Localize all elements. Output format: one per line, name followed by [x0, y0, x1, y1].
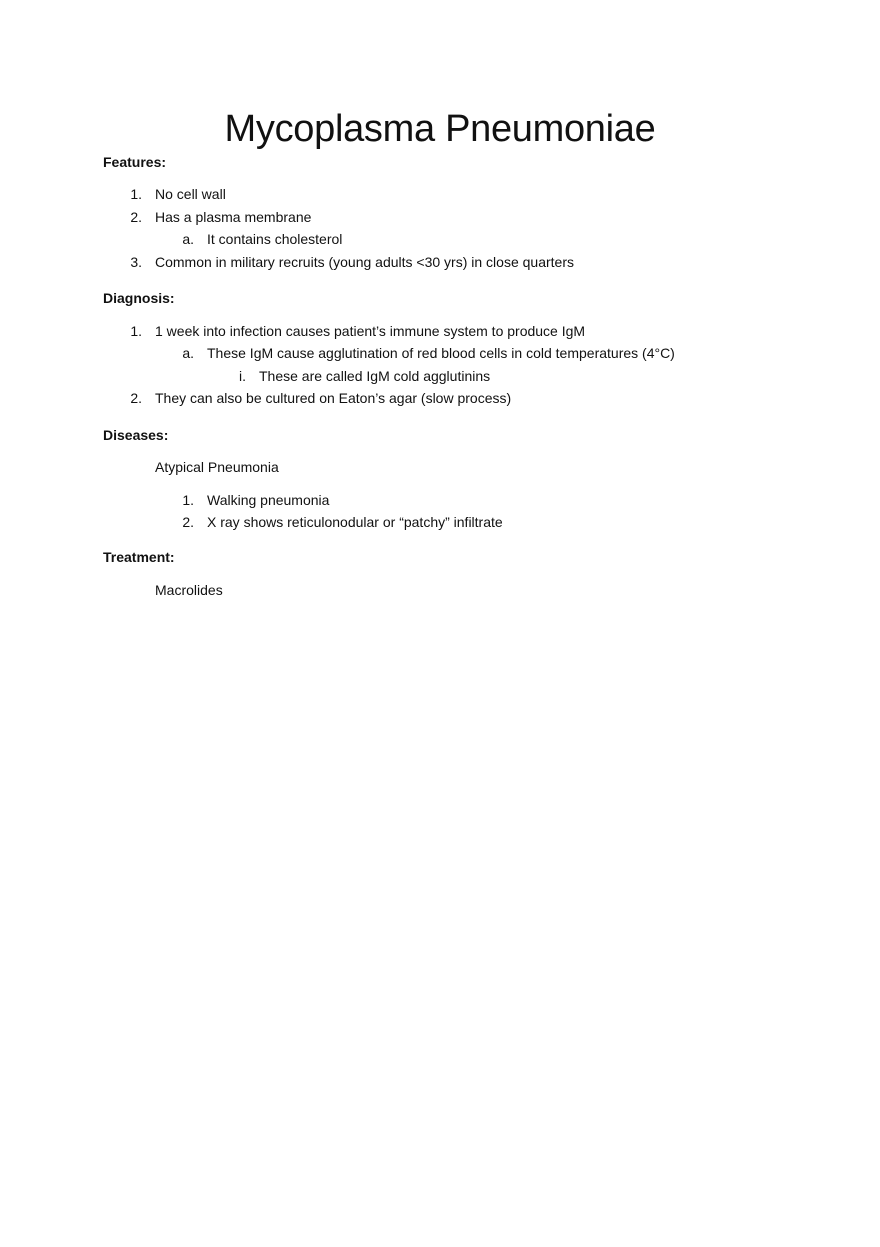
- list-item-text: It contains cholesterol: [207, 231, 343, 247]
- list-marker: 2.: [130, 209, 142, 225]
- list-marker: a.: [182, 231, 194, 247]
- list-item-text: No cell wall: [155, 186, 226, 202]
- list-marker: 1.: [182, 492, 194, 508]
- list-item-text: Common in military recruits (young adults <30 yrs) in close quarters: [155, 254, 574, 270]
- treatment-text: Macrolides: [155, 582, 223, 598]
- list-marker: 1.: [130, 186, 142, 202]
- list-marker: 2.: [130, 390, 142, 406]
- list-marker: 2.: [182, 514, 194, 530]
- features-heading: Features:: [103, 154, 167, 170]
- list-item-text: They can also be cultured on Eaton’s agar (slow process): [155, 390, 512, 406]
- page-title: Mycoplasma Pneumoniae: [224, 108, 656, 150]
- list-item-text: These are called IgM cold agglutinins: [259, 368, 491, 384]
- list-marker: i.: [239, 368, 246, 384]
- list-marker: 1.: [130, 323, 142, 339]
- list-item-text: X ray shows reticulonodular or “patchy” infiltrate: [207, 514, 503, 530]
- list-item-text: These IgM cause agglutination of red blood cells in cold temperatures (4°C): [207, 345, 675, 361]
- treatment-heading: Treatment:: [103, 549, 175, 565]
- list-item-text: 1 week into infection causes patient’s immune system to produce IgM: [155, 323, 586, 339]
- disease-name: Atypical Pneumonia: [155, 459, 279, 475]
- list-item-text: Has a plasma membrane: [155, 209, 312, 225]
- diagnosis-heading: Diagnosis:: [103, 290, 175, 306]
- list-marker: 3.: [130, 254, 142, 270]
- list-marker: a.: [182, 345, 194, 361]
- diseases-heading: Diseases:: [103, 427, 169, 443]
- list-item-text: Walking pneumonia: [207, 492, 330, 508]
